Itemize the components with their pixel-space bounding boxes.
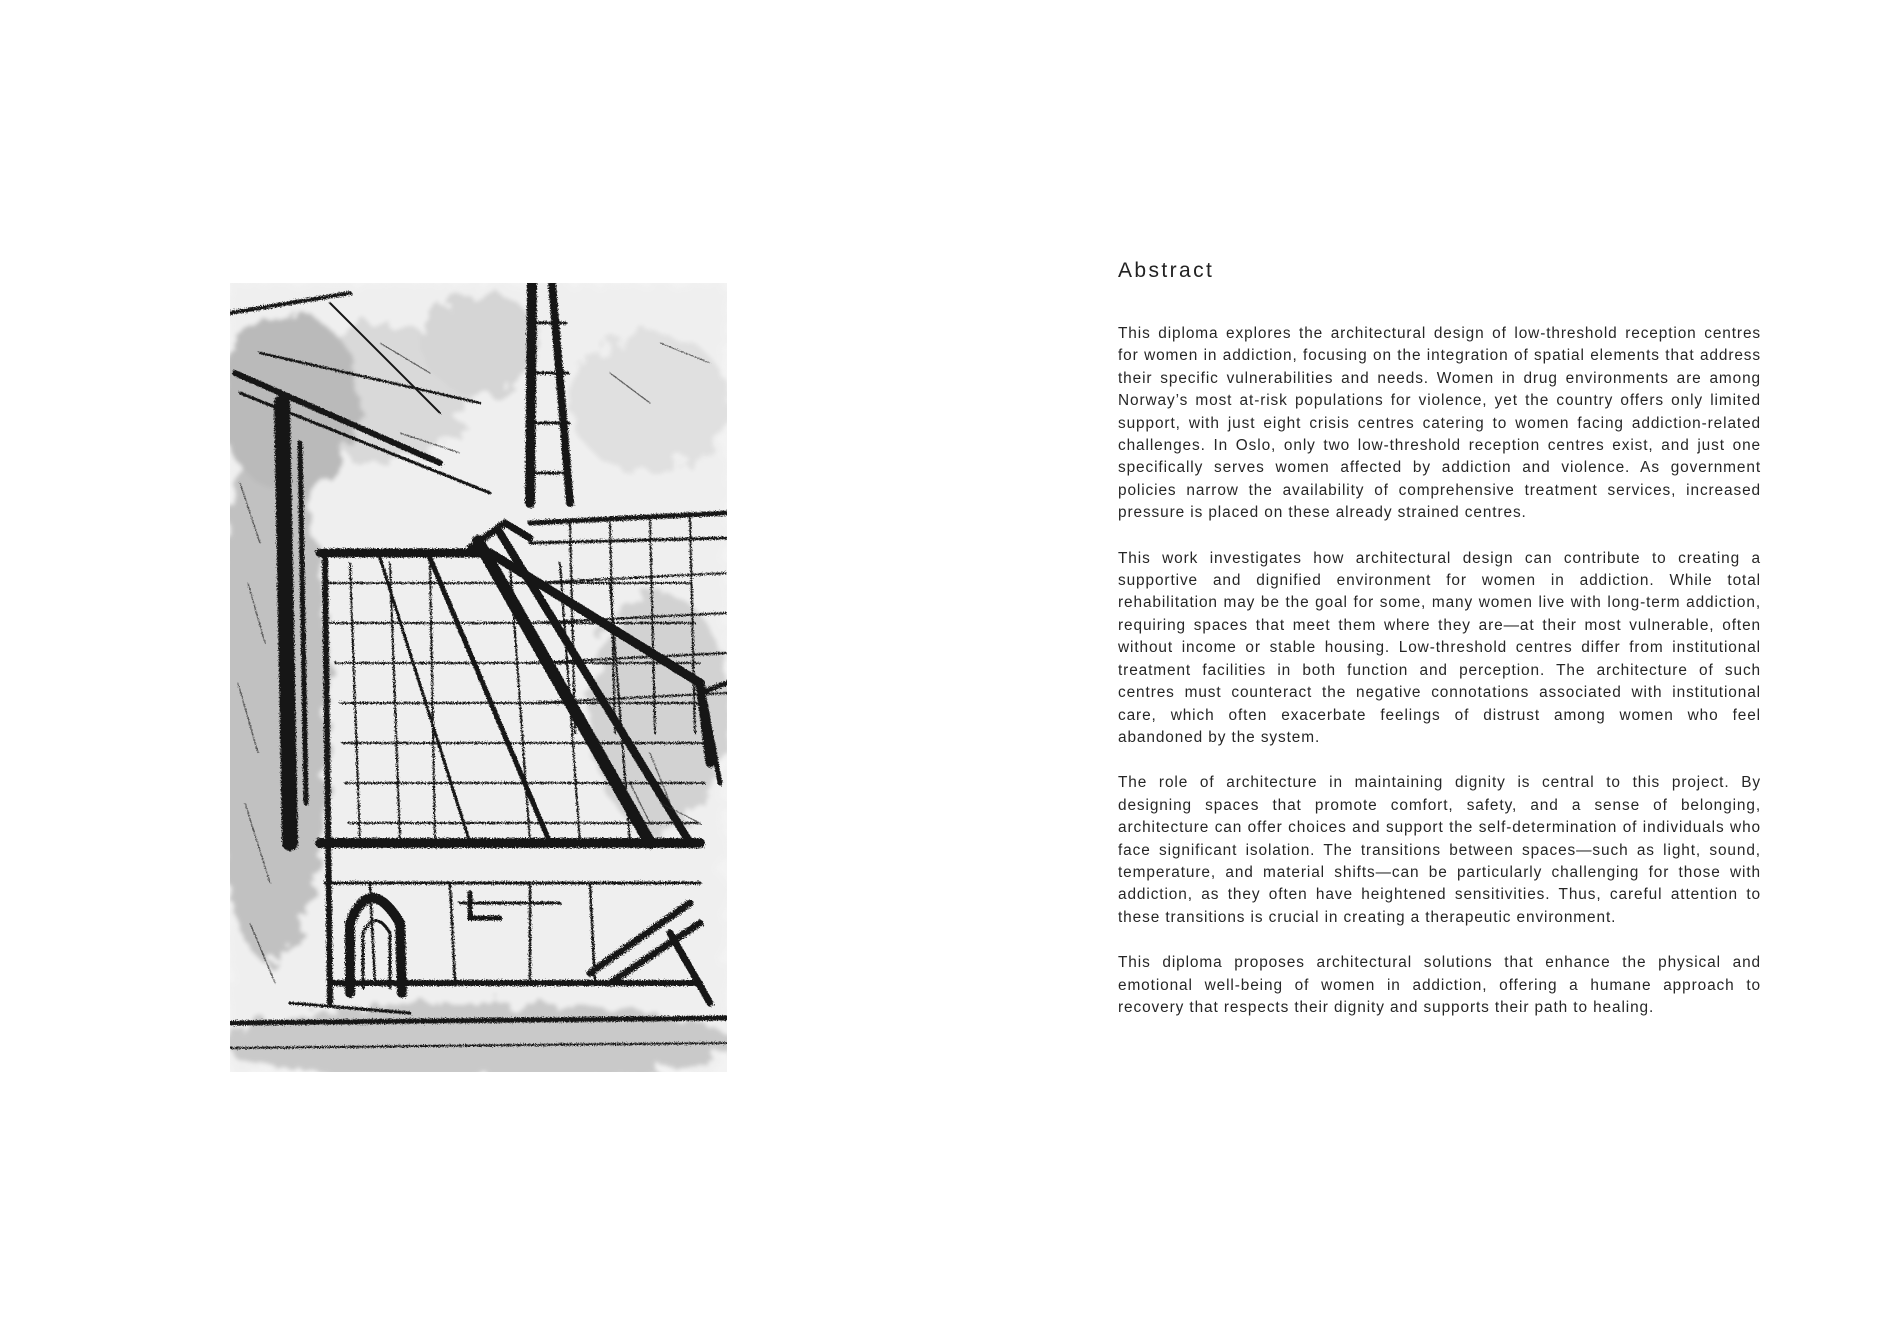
charcoal-sketch-illustration [230,283,727,1072]
abstract-paragraph: The role of architecture in maintaining dignity is central to this project. By designing spaces that promote comfort, safety, and a sense of belonging, architecture can offer choices and support the self-determination of individuals who face significant isolation. The transitions between spaces—such as light, sound, temperature, and material shifts—can be particularly challenging for those with addiction, as they often have heightened sensitivities. Thus, careful attention to these transitions is crucial in creating a therapeutic environment. [1118,774,1761,926]
abstract-section [1118,256,1761,1042]
abstract-paragraph: This diploma proposes architectural solutions that enhance the physical and emotional well-being of women in addiction, offering a humane approach to recovery that respects their dignity and supports their path to healing. [1118,954,1761,1016]
abstract-paragraph: This work investigates how architectural design can contribute to creating a supportive and dignified environment for women in addiction. While total rehabilitation may be the goal for some, many women live with long-term addiction, requiring spaces that meet them where they are—at their most vulnerable, often without income or stable housing. Low-threshold centres differ from institutional treatment facilities in both function and perception. The architecture of such centres must counteract the negative connotations associated with institutional care, which often exacerbate feelings of distrust among women who feel abandoned by the system. [1118,549,1761,746]
abstract-paragraph: This diploma explores the architectural design of low-threshold reception centres for women in addiction, focusing on the integration of spatial elements that address their specific vulnerabilities and needs. Women in drug environments are among Norway’s most at-risk populations for violence, yet the country offers only limited support, with just eight crisis centres catering to women facing addiction-related challenges. In Oslo, only two low-threshold reception centres exist, and just one specifically serves women affected by addiction and violence. As government policies narrow the availability of comprehensive treatment services, increased pressure is placed on these already strained centres. [1118,325,1761,522]
building-sketch-icon [230,283,727,1072]
abstract-title: Abstract [1118,259,1215,282]
